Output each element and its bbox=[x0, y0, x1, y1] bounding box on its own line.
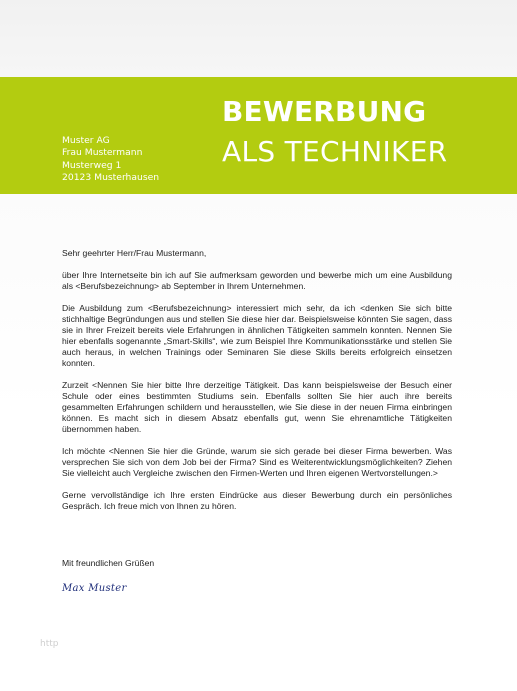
paragraph-closing: Gerne vervollständige ich Ihre ersten Eindrücke aus dieser Bewerbung durch ein persönliches Gespräch. Ich freue mich von Ihnen zu hören. bbox=[62, 490, 452, 511]
paragraph-intro: über Ihre Internetseite bin ich auf Sie aufmerksam geworden und bewerbe mich um eine Ausbildung als <Berufsbezeichnung> ab September in Ihrem Unternehmen. bbox=[62, 270, 452, 291]
title-line-2: ALS TECHNIKER bbox=[222, 135, 448, 168]
document-title bbox=[222, 92, 447, 172]
watermark: http bbox=[40, 639, 59, 649]
sender-company: Muster AG bbox=[62, 135, 110, 146]
closing-formula: Mit freundlichen Grüßen bbox=[62, 558, 155, 568]
sender-name: Frau Mustermann bbox=[62, 147, 143, 159]
sender-city: 20123 Musterhausen bbox=[62, 171, 160, 183]
paragraph-motivation: Die Ausbildung zum <Berufsbezeichnung> interessiert mich sehr, da ich <denken Sie sich bitte stichhaltige Begründungen aus und stellen Sie diese hier dar. Beispielsweise könnten Sie sagen, dass sie in Ihrer Freizeit bereits viele Erfahrungen in ähnlichen Tätigkeiten sammeln konnten. Nennen Sie hier ebenfalls sogenannte „Smart-Skills“, wie zum Beispiel Ihre Kommunikationsstärke und stellen Sie auch heraus, in welchen Trainings oder Seminaren Sie diese Skills bereits erfolgreich einsetzen konnten. bbox=[62, 303, 452, 368]
sender-address bbox=[62, 135, 159, 184]
letter-body bbox=[62, 248, 452, 523]
title-line-1: BEWERBUNG bbox=[222, 95, 427, 128]
salutation: Sehr geehrter Herr/Frau Mustermann, bbox=[62, 248, 207, 258]
sender-street: Musterweg 1 bbox=[62, 159, 122, 171]
paragraph-reasons: Ich möchte <Nennen Sie hier die Gründe, warum sie sich gerade bei dieser Firma bewerben. Was versprechen Sie sich von dem Job bei der Firma? Sind es Weiterentwicklungsmöglichkeiten? Ziehen Sie vielleicht auch Vergleiche zwischen den Firmen-Werten und Ihren eigenen Wertvorstellungen.> bbox=[62, 446, 452, 478]
signature: Max Muster bbox=[62, 583, 127, 594]
paragraph-current: Zurzeit <Nennen Sie hier bitte Ihre derzeitige Tätigkeit. Das kann beispielsweise der Besuch einer Schule oder eines bestimmten Studiums sein. Ebenfalls sollten Sie hier auch ihre bereits gesammelten Erfahrungen schildern und herausstellen, wie Sie diese in der neuen Firma einbringen können. Es macht sich in diesem Absatz ebenfalls gut, wenn Sie ehrenamtliche Tätigkeiten übernommen haben. bbox=[62, 380, 452, 434]
